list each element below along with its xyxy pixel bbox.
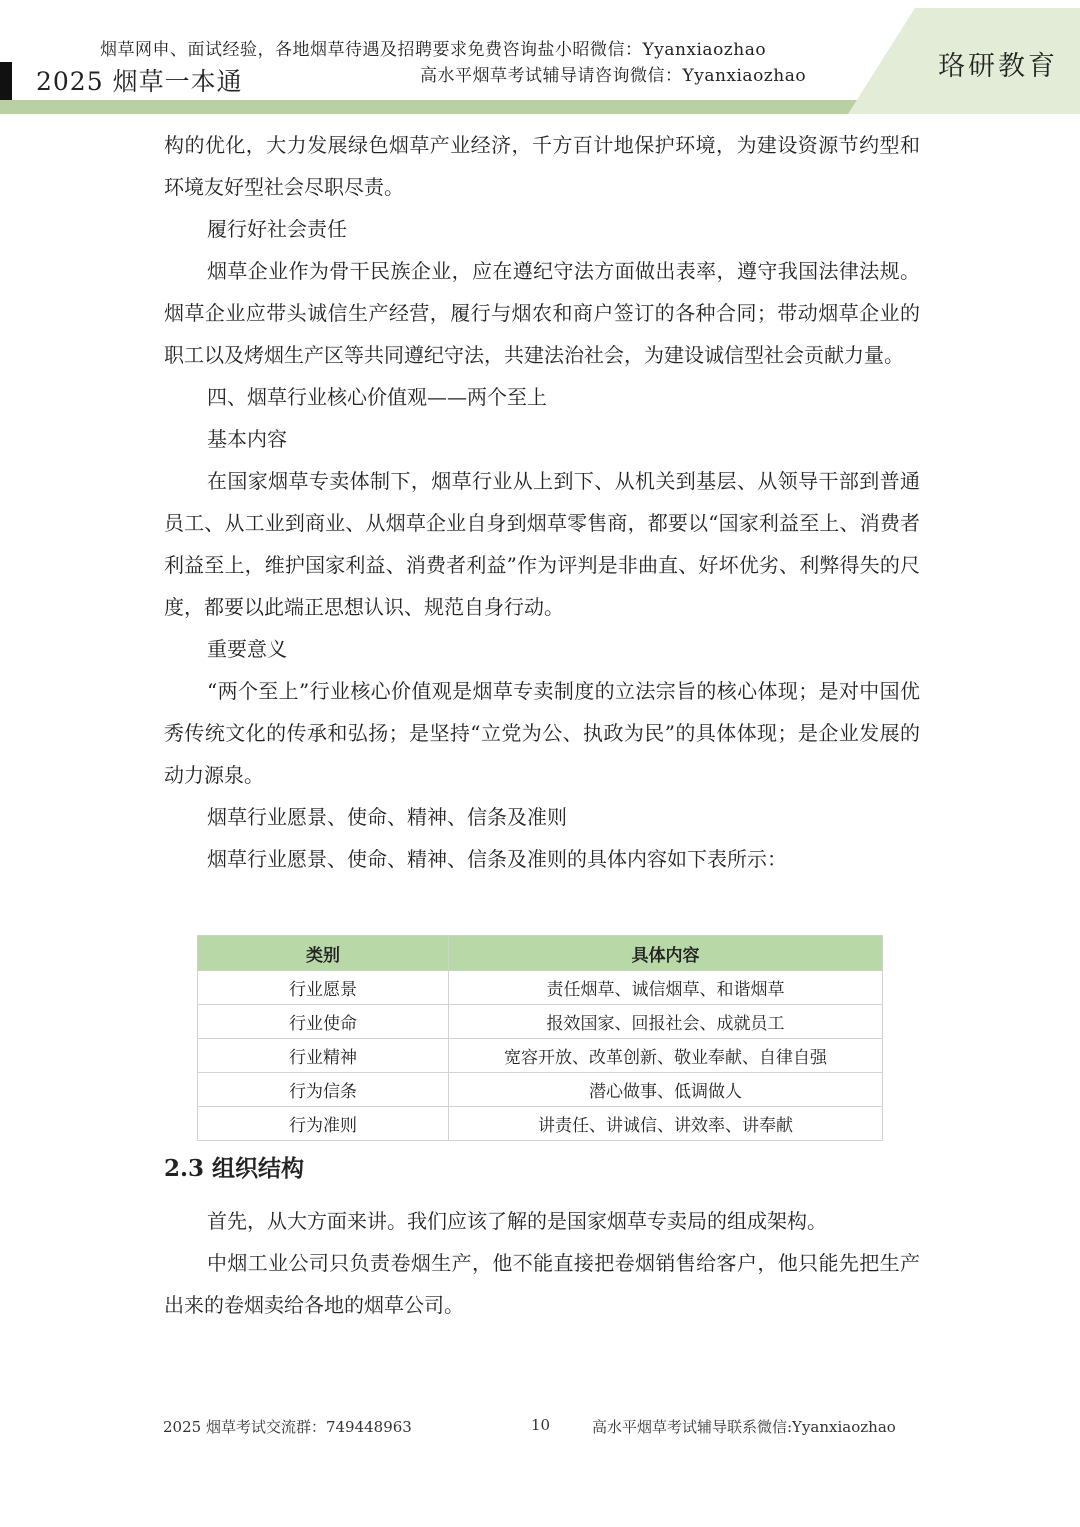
table-row [198,971,883,1005]
footer-contact: 高水平烟草考试辅导联系微信:Yyanxiaozhao [592,1418,896,1436]
paragraph-structure-detail: 中烟工业公司只负责卷烟生产，他不能直接把卷烟销售给客户，他只能先把生产出来的卷烟卖给各地的烟草公司。 [164,1251,920,1317]
table-cell-content: 潜心做事、低调做人 [449,1073,883,1107]
table-row [198,1107,883,1141]
paragraph-law: 烟草企业作为骨干民族企业，应在遵纪守法方面做出表率，遵守我国法律法规。烟草企业应带头诚信生产经营，履行与烟农和商户签订的各种合同；带动烟草企业的职工以及烤烟生产区等共同遵纪守法，共建法治社会，为建设诚信型社会贡献力量。 [164,259,920,367]
page-number: 10 [531,1416,551,1434]
heading-core-values: 四、烟草行业核心价值观——两个至上 [207,385,547,409]
table-row [198,1073,883,1107]
table-cell-content: 讲责任、讲诚信、讲效率、讲奉献 [449,1107,883,1141]
table-cell-content: 责任烟草、诚信烟草、和谐烟草 [449,971,883,1005]
paragraph-table-intro: 烟草行业愿景、使命、精神、信条及准则的具体内容如下表所示： [207,847,787,871]
paragraph-structure-intro: 首先，从大方面来讲。我们应该了解的是国家烟草专卖局的组成架构。 [207,1209,827,1233]
table-cell-category: 行业精神 [198,1039,449,1073]
document-title: 2025 烟草一本通 [36,67,243,96]
table-cell-content: 报效国家、回报社会、成就员工 [449,1005,883,1039]
brand-label: 珞研教育 [938,51,1058,82]
page-header [0,0,1080,114]
table-cell-category: 行业使命 [198,1005,449,1039]
heading-significance: 重要意义 [207,637,287,661]
section-content [164,1200,920,1326]
footer-group-info: 2025 烟草考试交流群：749448963 [163,1418,412,1436]
table-cell-category: 行为信条 [198,1073,449,1107]
heading-social-responsibility: 履行好社会责任 [207,217,347,241]
table-header-row [198,936,883,971]
table-header-content: 具体内容 [449,936,883,971]
header-contact-line-1: 烟草网申、面试经验，各地烟草待遇及招聘要求免费咨询盐小昭微信：Yyanxiaozhao [100,40,767,60]
heading-basic-content: 基本内容 [207,427,287,451]
values-table [197,935,883,1141]
table-cell-category: 行业愿景 [198,971,449,1005]
paragraph-significance: “两个至上”行业核心价值观是烟草专卖制度的立法宗旨的核心体现；是对中国优秀传统文化的传承和弘扬；是坚持“立党为公、执政为民”的具体体现；是企业发展的动力源泉。 [164,679,920,787]
table-cell-content: 宽容开放、改革创新、敬业奉献、自律自强 [449,1039,883,1073]
section-title: 2.3 组织结构 [164,1155,305,1182]
body-content [164,124,920,880]
table-row [198,1039,883,1073]
brand-panel [0,0,1080,114]
table-header-category: 类别 [198,936,449,971]
header-contact-line-2: 高水平烟草考试辅导请咨询微信：Yyanxiaozhao [420,66,807,86]
table-row [198,1005,883,1039]
paragraph-env: 构的优化，大力发展绿色烟草产业经济，千方百计地保护环境，为建设资源节约型和环境友好型社会尽职尽责。 [164,133,920,199]
table-cell-category: 行为准则 [198,1107,449,1141]
heading-vision: 烟草行业愿景、使命、精神、信条及准则 [207,805,567,829]
paragraph-basic-content: 在国家烟草专卖体制下，烟草行业从上到下、从机关到基层、从领导干部到普通员工、从工业到商业、从烟草企业自身到烟草零售商，都要以“国家利益至上、消费者利益至上，维护国家利益、消费者利益”作为评判是非曲直、好坏优劣、利弊得失的尺度，都要以此端正思想认识、规范自身行动。 [164,469,920,619]
